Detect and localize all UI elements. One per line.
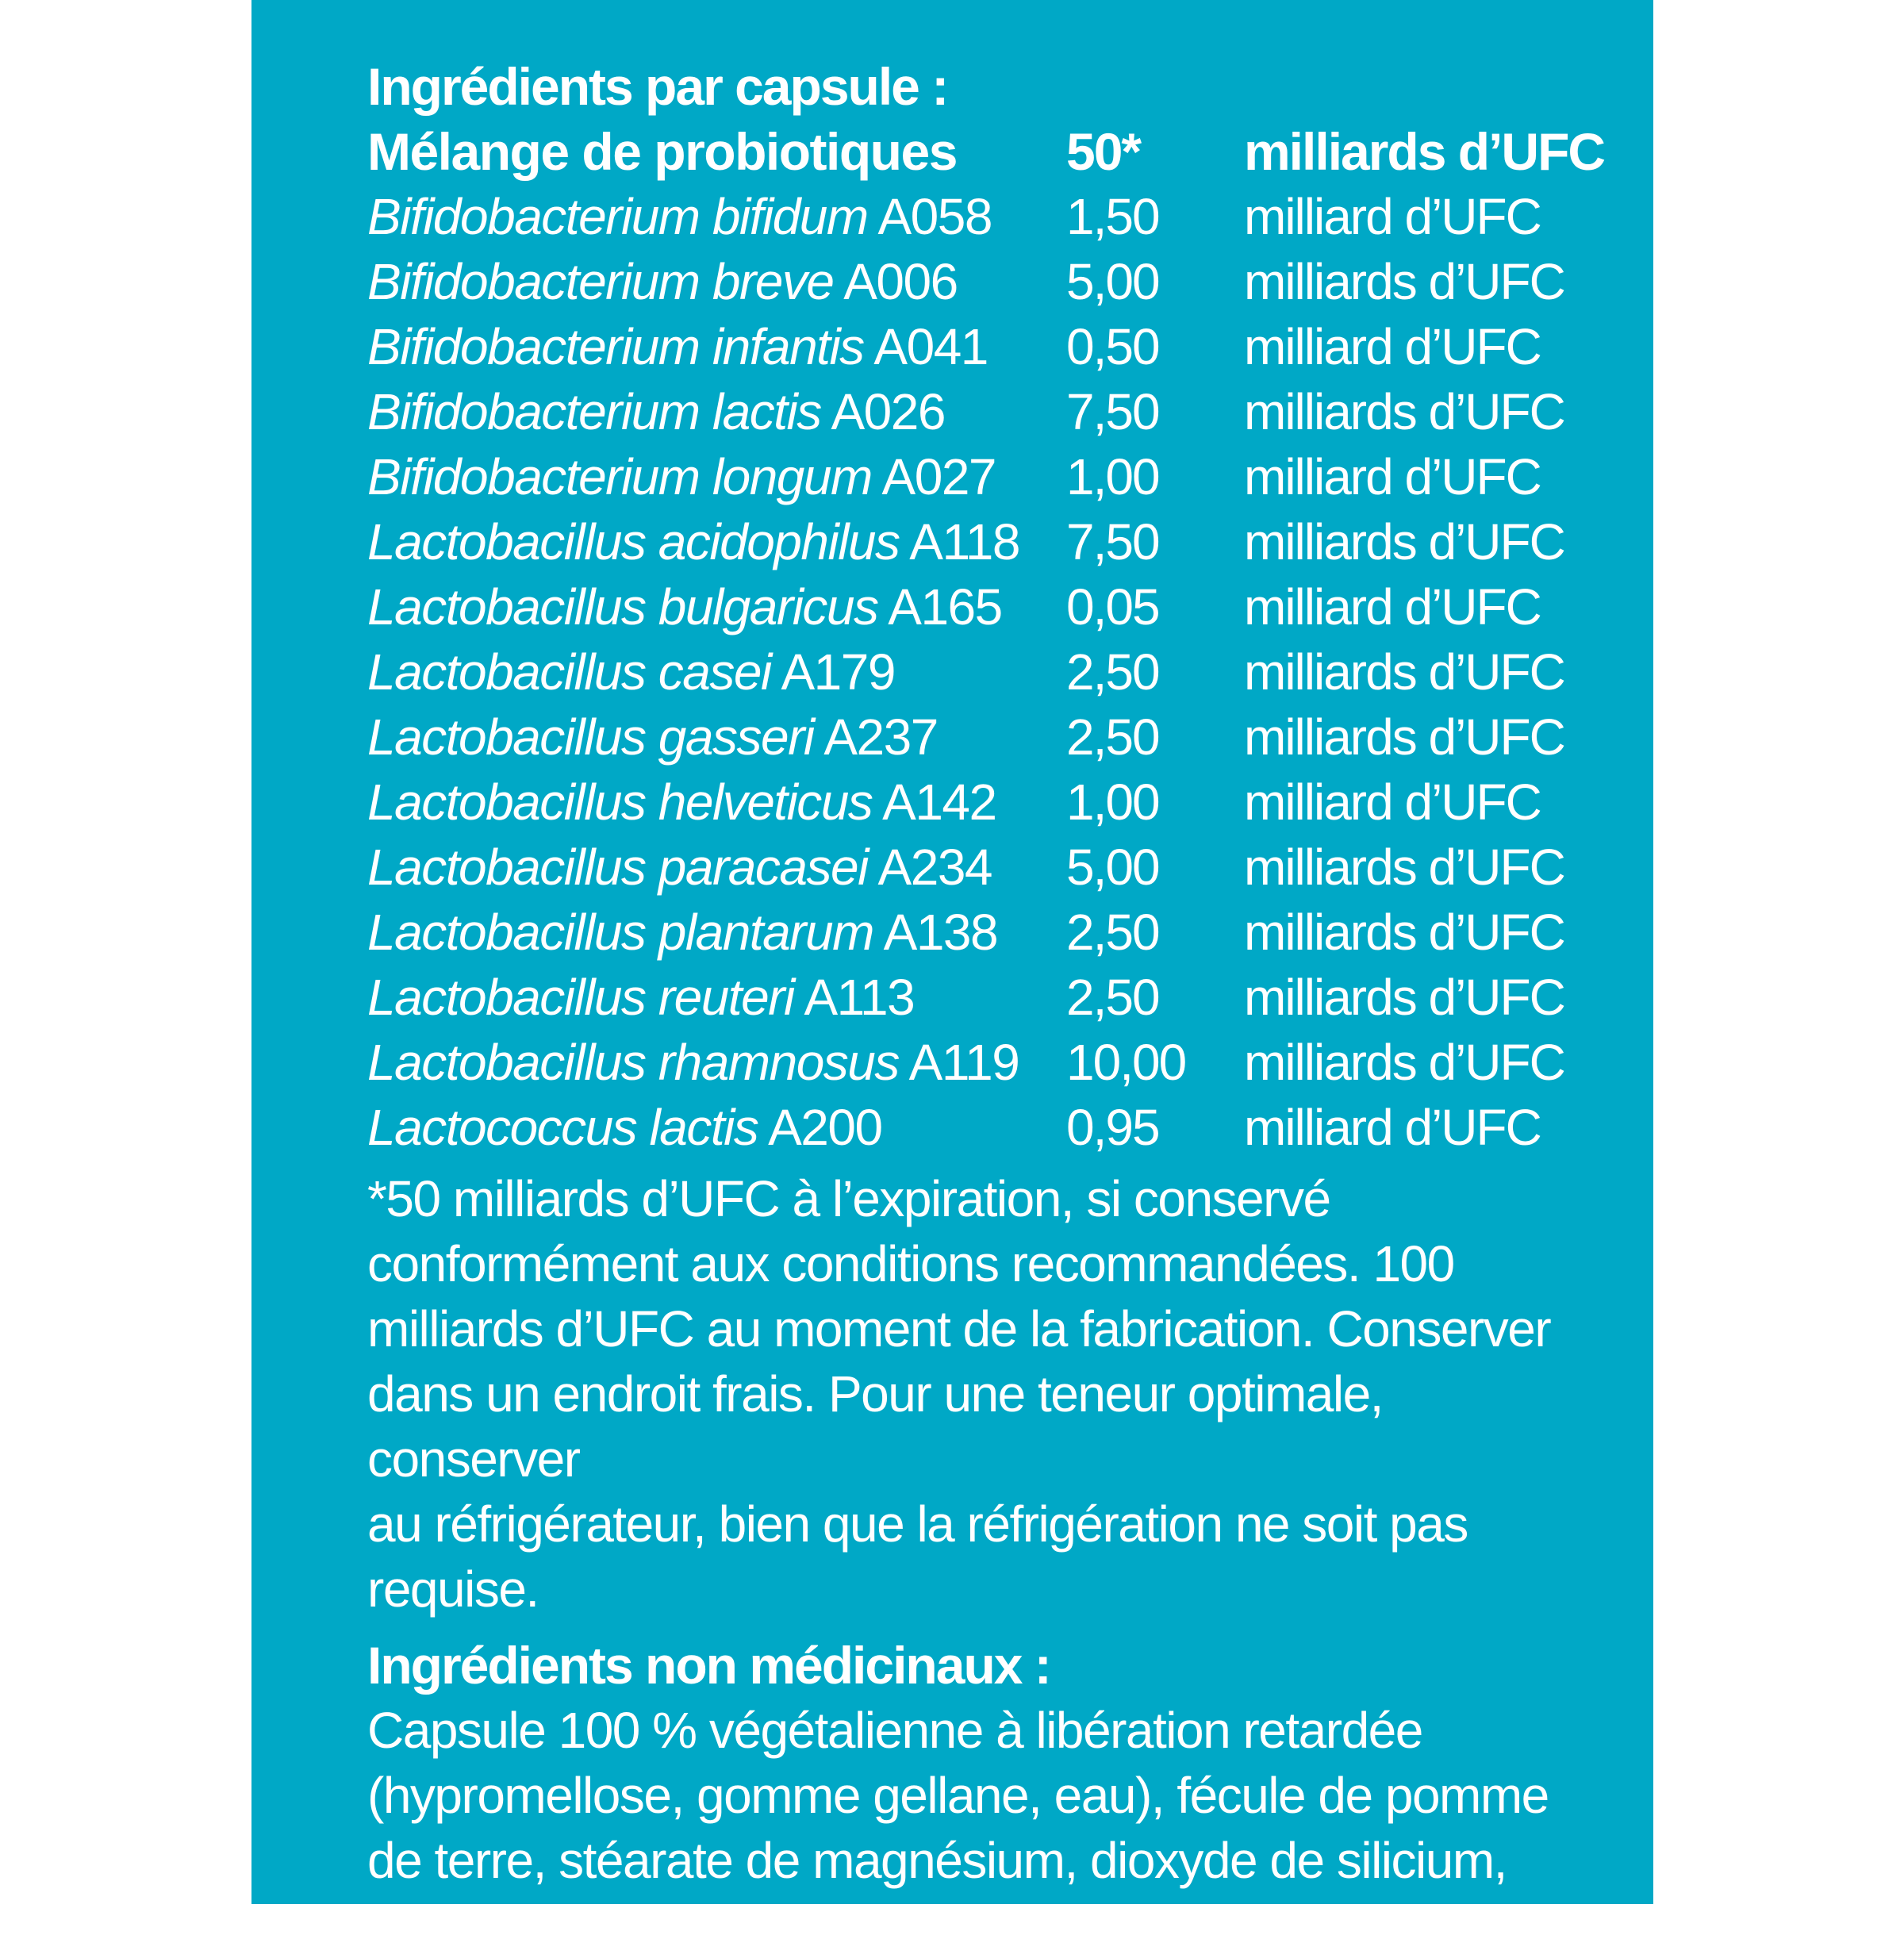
non-medicinal-line: Capsule 100 % végétalienne à libération retardée (367, 1702, 1422, 1759)
non-medicinal-line: acide ascorbique.. (367, 1897, 758, 1954)
ingredient-species: Lactobacillus reuteri (367, 969, 794, 1026)
ingredient-strain: A026 (831, 383, 945, 440)
blend-header-row (367, 119, 1605, 184)
ingredient-amount: 0,95 (1066, 1099, 1159, 1156)
ingredient-amount: 5,00 (1066, 253, 1159, 310)
footnote-line: dans un endroit frais. Pour une teneur optimale, conserver (367, 1365, 1383, 1488)
ingredient-row (367, 1030, 1605, 1095)
ingredient-row (367, 509, 1605, 574)
ingredient-name (367, 184, 992, 249)
ingredient-unit: milliards d’UFC (1244, 513, 1564, 570)
ingredient-strain: A234 (877, 839, 992, 896)
ingredient-species: Lactobacillus gasseri (367, 708, 814, 766)
ingredient-amount: 1,00 (1066, 448, 1159, 505)
ingredient-row (367, 574, 1605, 639)
ingredient-strain: A142 (882, 774, 996, 831)
label-content (367, 54, 1605, 1958)
ingredient-species: Lactobacillus plantarum (367, 904, 873, 961)
ingredient-strain: A119 (908, 1034, 1019, 1091)
ingredient-strain: A237 (823, 708, 938, 766)
footnote (367, 1166, 1605, 1622)
footnote-line: milliards d’UFC au moment de la fabrication. Conserver (367, 1300, 1551, 1357)
ingredient-species: Lactobacillus helveticus (367, 774, 873, 831)
ingredient-strain: A006 (843, 253, 958, 310)
non-medicinal-title: Ingrédients non médicinaux : (367, 1636, 1050, 1695)
ingredient-strain: A138 (883, 904, 998, 961)
ingredient-name (367, 574, 1002, 639)
ingredient-name (367, 1030, 1019, 1095)
ingredient-row (367, 965, 1605, 1030)
ingredient-amount: 2,50 (1066, 904, 1159, 961)
ingredient-unit: milliard d’UFC (1244, 578, 1541, 635)
ingredient-row (367, 770, 1605, 835)
footnote-line: conformément aux conditions recommandées. 100 (367, 1235, 1454, 1292)
section-title: Ingrédients par capsule : (367, 57, 948, 116)
ingredient-amount: 0,50 (1066, 318, 1159, 375)
ingredient-amount: 2,50 (1066, 969, 1159, 1026)
ingredient-strain: A113 (804, 969, 915, 1026)
ingredient-species: Bifidobacterium breve (367, 253, 834, 310)
ingredient-name (367, 639, 895, 704)
blend-unit: milliards d’UFC (1244, 122, 1605, 181)
ingredient-row (367, 639, 1605, 704)
ingredient-species: Bifidobacterium infantis (367, 318, 864, 375)
ingredient-name (367, 249, 958, 314)
ingredient-name (367, 1095, 882, 1160)
ingredient-row (367, 704, 1605, 770)
ingredient-species: Lactobacillus casei (367, 643, 771, 701)
ingredient-row (367, 900, 1605, 965)
ingredient-row (367, 249, 1605, 314)
ingredient-row (367, 184, 1605, 249)
ingredient-species: Lactococcus lactis (367, 1099, 758, 1156)
ingredient-species: Lactobacillus acidophilus (367, 513, 900, 570)
ingredient-strain: A179 (781, 643, 895, 701)
ingredient-strain: A165 (888, 578, 1002, 635)
ingredient-unit: milliard d’UFC (1244, 448, 1541, 505)
ingredient-amount: 0,05 (1066, 578, 1159, 635)
blend-amount: 50* (1066, 122, 1141, 181)
ingredient-unit: milliard d’UFC (1244, 1099, 1541, 1156)
ingredient-name (367, 509, 1019, 574)
ingredient-amount: 2,50 (1066, 643, 1159, 701)
ingredient-name (367, 444, 996, 509)
blend-name: Mélange de probiotiques (367, 122, 957, 181)
ingredient-name (367, 900, 997, 965)
ingredient-species: Lactobacillus bulgaricus (367, 578, 878, 635)
ingredient-species: Bifidobacterium bifidum (367, 188, 868, 245)
ingredient-strain: A041 (873, 318, 988, 375)
non-medicinal-line: (hypromellose, gomme gellane, eau), fécule de pomme (367, 1767, 1549, 1824)
ingredient-amount: 2,50 (1066, 708, 1159, 766)
ingredient-strain: A200 (768, 1099, 882, 1156)
ingredient-name (367, 379, 945, 444)
ingredient-unit: milliards d’UFC (1244, 839, 1564, 896)
ingredient-unit: milliard d’UFC (1244, 318, 1541, 375)
ingredient-name (367, 314, 988, 379)
ingredient-amount: 1,00 (1066, 774, 1159, 831)
ingredient-row (367, 444, 1605, 509)
ingredient-amount: 7,50 (1066, 513, 1159, 570)
ingredient-amount: 10,00 (1066, 1034, 1186, 1091)
ingredient-name (367, 704, 938, 770)
ingredient-strain: A027 (881, 448, 996, 505)
ingredient-amount: 7,50 (1066, 383, 1159, 440)
ingredient-amount: 1,50 (1066, 188, 1159, 245)
ingredient-name (367, 770, 996, 835)
ingredient-unit: milliards d’UFC (1244, 1034, 1564, 1091)
footnote-line: *50 milliards d’UFC à l’expiration, si conservé (367, 1170, 1330, 1227)
ingredient-species: Bifidobacterium lactis (367, 383, 821, 440)
ingredient-row (367, 1095, 1605, 1160)
ingredient-unit: milliards d’UFC (1244, 383, 1564, 440)
ingredient-strain: A058 (877, 188, 992, 245)
ingredient-name (367, 835, 992, 900)
ingredient-unit: milliard d’UFC (1244, 188, 1541, 245)
ingredient-row (367, 314, 1605, 379)
ingredient-unit: milliards d’UFC (1244, 253, 1564, 310)
non-medicinal-line: de terre, stéarate de magnésium, dioxyde de silicium, (367, 1832, 1507, 1889)
ingredient-unit: milliard d’UFC (1244, 774, 1541, 831)
ingredient-unit: milliards d’UFC (1244, 969, 1564, 1026)
ingredient-unit: milliards d’UFC (1244, 643, 1564, 701)
ingredient-amount: 5,00 (1066, 839, 1159, 896)
ingredient-unit: milliards d’UFC (1244, 904, 1564, 961)
ingredient-strain: A118 (909, 513, 1019, 570)
ingredient-list (367, 184, 1605, 1160)
footnote-line: au réfrigérateur, bien que la réfrigération ne soit pas requise. (367, 1495, 1468, 1618)
ingredient-row (367, 379, 1605, 444)
label-panel (251, 0, 1653, 1954)
ingredient-species: Lactobacillus paracasei (367, 839, 868, 896)
ingredient-row (367, 835, 1605, 900)
ingredient-name (367, 965, 914, 1030)
ingredient-species: Lactobacillus rhamnosus (367, 1034, 899, 1091)
ingredient-species: Bifidobacterium longum (367, 448, 872, 505)
ingredient-unit: milliards d’UFC (1244, 708, 1564, 766)
non-medicinal-text (367, 1698, 1605, 1958)
